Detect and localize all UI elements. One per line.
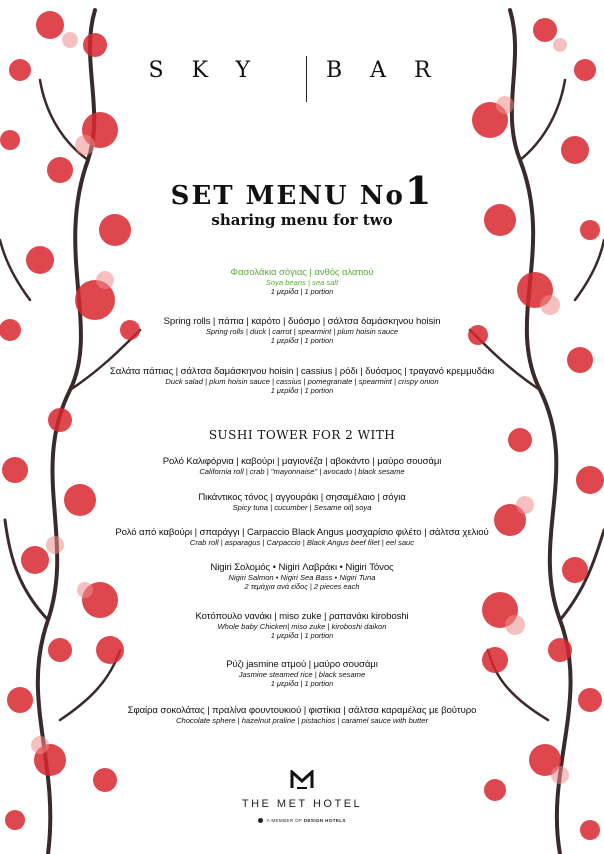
dish-name: Ρολό από καβούρι | σπαράγγι | Carpaccio Black Angus μοσχαρίσιο φιλέτο | σάλτσα χελιού — [115, 527, 489, 538]
dish-description: Duck salad | plum hoisin sauce | cassius | pomegranate | spearmint | crispy onion — [165, 377, 439, 386]
dish-name: Φασολάκια σόγιας | ανθός αλατιού — [230, 267, 374, 278]
design-hotels-icon — [258, 818, 263, 823]
sky-bar-logo — [0, 58, 604, 83]
menu-item-soya-beans — [90, 267, 514, 296]
menu-item-jasmine-rice — [90, 659, 514, 688]
menu-item-nigiri — [90, 562, 514, 591]
dish-description: Jasmine steamed rice | black sesame — [238, 670, 366, 679]
section-heading-sushi: SUSHI TOWER FOR 2 WITH — [208, 428, 396, 442]
dish-description: Chocolate sphere | hazelnut praline | pistachios | caramel sauce with butter — [175, 716, 428, 725]
dish-portion: 1 μερίδα | 1 portion — [270, 287, 334, 296]
met-monogram-icon — [290, 770, 314, 790]
menu-item-crab-roll — [90, 527, 514, 547]
dish-name: Πικάντικος τόνος | αγγουράκι | σησαμέλαιο | σόγια — [198, 492, 406, 503]
page-title — [0, 168, 604, 213]
dish-portion: 2 τεμάχια ανά είδος | 2 pieces each — [244, 582, 360, 591]
page-subtitle: sharing menu for two — [211, 211, 393, 229]
logo-divider — [306, 56, 307, 102]
dish-name: Ρύζι jasmine ατμού | μαύρο σουσάμι — [226, 659, 378, 670]
member-line — [0, 818, 604, 823]
dish-name: Nigiri Σολομός • Nigiri Λαβράκι • Nigiri Τόνος — [210, 562, 394, 573]
member-prefix: A MEMBER OF — [266, 818, 303, 823]
dish-description: Crab roll | asparagus | Carpaccio | Black Angus beef filet | eel sauc — [189, 538, 415, 547]
menu-item-spicy-tuna — [90, 492, 514, 512]
menu-item-spring-rolls — [90, 316, 514, 345]
dish-description: Spring rolls | duck | carrot | spearmint | plum hoisin sauce — [205, 327, 399, 336]
dish-name: Σφαίρα σοκολάτας | πραλίνα φουντουκιού | φιστίκια | σάλτσα καραμέλας με βούτυρο — [127, 705, 477, 716]
menu-item-duck-salad — [90, 366, 514, 395]
title-text: SET MENU No — [170, 181, 405, 211]
member-brand: DESIGN HOTELS — [303, 818, 346, 823]
dish-name: Σαλάτα πάπιας | σάλτσα δαμάσκηνου hoisin | cassius | ρόδι | δυόσμος | τραγανό κρεμμυδάκι — [109, 366, 495, 377]
dish-portion: 1 μερίδα | 1 portion — [270, 386, 334, 395]
dish-portion: 1 μερίδα | 1 portion — [270, 631, 334, 640]
dish-description: Soya beans | sea salt — [265, 278, 339, 287]
logo-right-text: BAR — [326, 58, 459, 83]
dish-description: Whole baby Chicken| miso zuke | kiroboshi daikon — [217, 622, 387, 631]
dish-portion: 1 μερίδα | 1 portion — [270, 679, 334, 688]
dish-name: Κοτόπουλο νανάκι | miso zuke | ραπανάκι kiroboshi — [195, 611, 409, 622]
dish-description: Spicy tuna | cucumber | Sesame oil| soya — [232, 503, 372, 512]
menu-item-chocolate-sphere — [90, 705, 514, 725]
dish-description: California roll | crab | "mayonnaise" | avocado | black sesame — [199, 467, 405, 476]
dish-description: Nigiri Salmon • Nigiri Sea Bass • Nigiri Tuna — [228, 573, 376, 582]
menu-item-baby-chicken — [90, 611, 514, 640]
dish-portion: 1 μερίδα | 1 portion — [270, 336, 334, 345]
title-number: 1 — [404, 168, 434, 213]
dish-name: Spring rolls | πάπια | καρότο | δυόσμο | σάλτσα δαμάσκηνου hoisin — [163, 316, 441, 327]
logo-left-text: SKY — [148, 58, 278, 83]
dish-name: Ρολό Καλιφόρνια | καβούρι | μαγιονέζα | αβοκάντο | μαύρο σουσάμι — [162, 456, 442, 467]
hotel-name: THE MET HOTEL — [241, 798, 363, 810]
menu-item-california-roll — [90, 456, 514, 476]
